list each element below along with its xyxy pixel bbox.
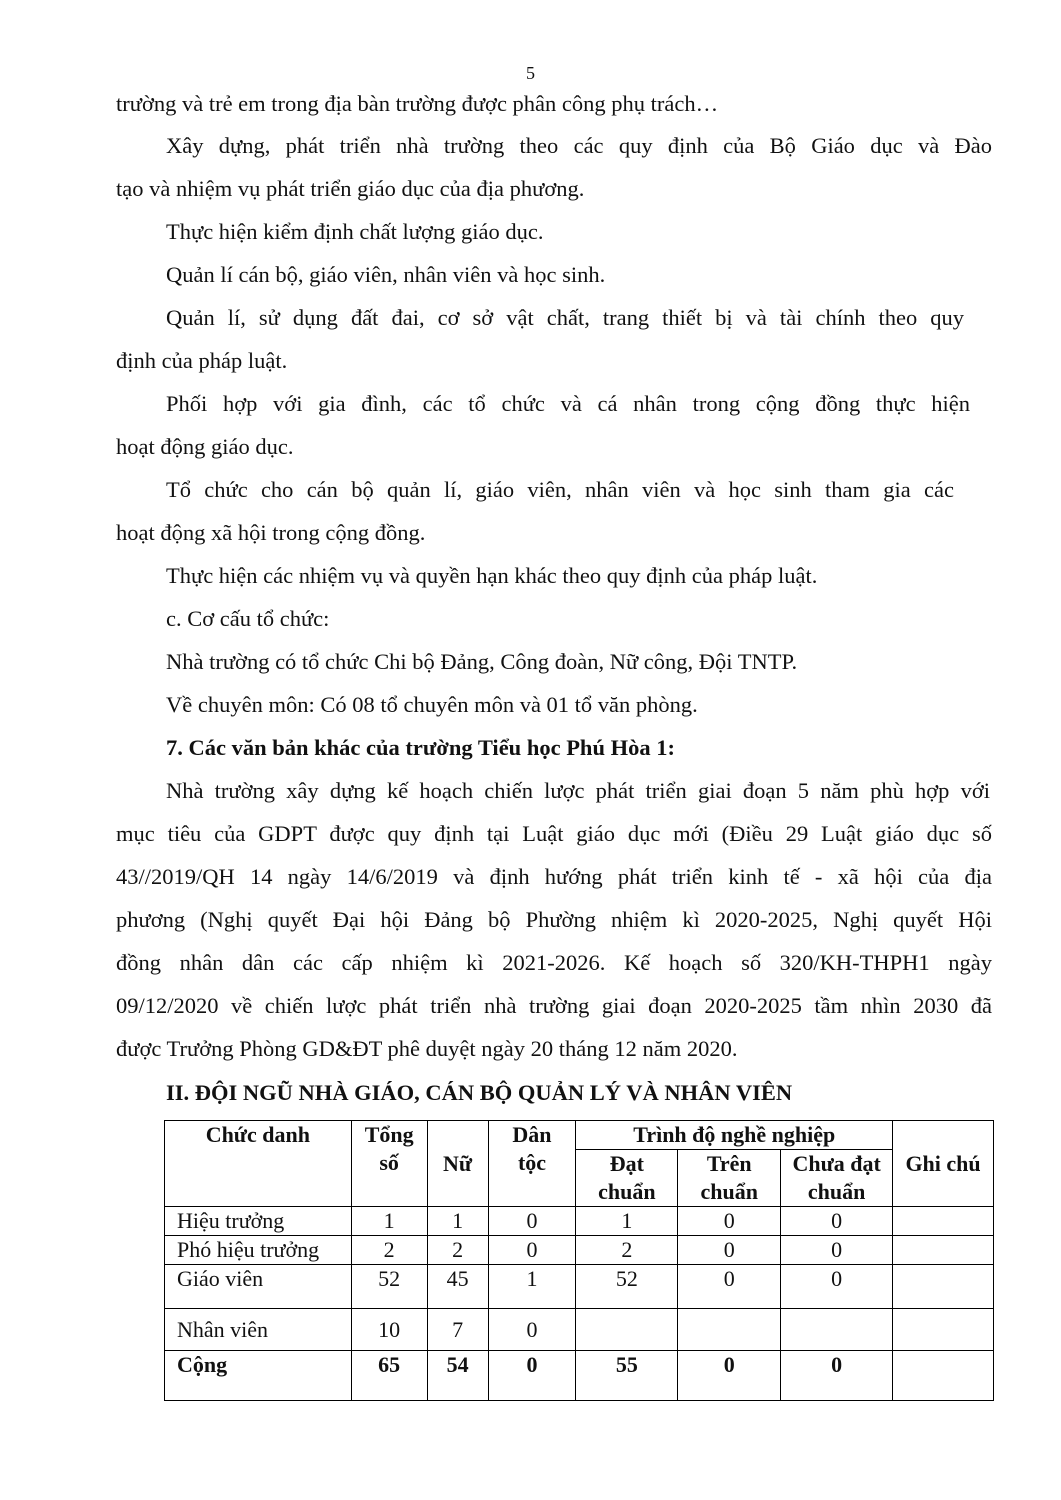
paragraph-line: đồng nhân dân các cấp nhiệm kì 2021-2026. Kế hoạch số 320/KH-THPH1 ngày xyxy=(116,950,992,975)
header-chua-2: chuẩn xyxy=(807,1179,866,1204)
section-heading: II. ĐỘI NGŨ NHÀ GIÁO, CÁN BỘ QUẢN LÝ VÀ NHÂN VIÊN xyxy=(166,1080,793,1105)
header-tong-so xyxy=(351,1121,427,1207)
cell xyxy=(893,1309,994,1351)
header-chua-dat-chuan xyxy=(781,1150,893,1207)
cell xyxy=(893,1265,994,1309)
header-trinh-do: Trình độ nghề nghiệp xyxy=(576,1121,893,1150)
cell: 2 xyxy=(576,1236,678,1265)
paragraph-line: Về chuyên môn: Có 08 tổ chuyên môn và 01 tổ văn phòng. xyxy=(166,692,698,717)
cell xyxy=(576,1309,678,1351)
header-nu: Nữ xyxy=(427,1121,488,1207)
header-chua: Chưa đạt xyxy=(792,1151,881,1176)
paragraph-line: Nhà trường có tổ chức Chi bộ Đảng, Công đoàn, Nữ công, Đội TNTP. xyxy=(166,649,798,674)
paragraph-line: Thực hiện kiểm định chất lượng giáo dục. xyxy=(166,219,544,244)
header-dat-chuan xyxy=(576,1150,678,1207)
cell-title: Nhân viên xyxy=(165,1309,352,1351)
paragraph-line: định của pháp luật. xyxy=(116,348,288,373)
paragraph-line: hoạt động xã hội trong cộng đồng. xyxy=(116,520,426,545)
paragraph-line: c. Cơ cấu tổ chức: xyxy=(166,606,330,631)
section-heading: 7. Các văn bản khác của trường Tiểu học Phú Hòa 1: xyxy=(166,735,675,760)
paragraph-line: mục tiêu của GDPT được quy định tại Luật giáo dục mới (Điều 29 Luật giáo dục số xyxy=(116,821,992,846)
cell: 0 xyxy=(781,1265,893,1309)
cell: 1 xyxy=(576,1207,678,1236)
paragraph-line: tạo và nhiệm vụ phát triển giáo dục của địa phương. xyxy=(116,176,585,201)
header-toc: tộc xyxy=(517,1150,547,1175)
cell: 65 xyxy=(351,1351,427,1401)
paragraph-line: hoạt động giáo dục. xyxy=(116,434,294,459)
cell: 54 xyxy=(427,1351,488,1401)
cell xyxy=(893,1236,994,1265)
cell: 2 xyxy=(351,1236,427,1265)
staff-table xyxy=(164,1120,994,1401)
cell: 1 xyxy=(351,1207,427,1236)
paragraph-line: Quản lí cán bộ, giáo viên, nhân viên và học sinh. xyxy=(166,262,606,287)
cell: 0 xyxy=(781,1207,893,1236)
cell: 55 xyxy=(576,1351,678,1401)
header-so: số xyxy=(379,1150,399,1175)
cell: 52 xyxy=(351,1265,427,1309)
cell xyxy=(893,1351,994,1401)
header-tren-chuan xyxy=(678,1150,781,1207)
paragraph-line: Nhà trường xây dựng kế hoạch chiến lược phát triển giai đoạn 5 năm phù hợp với xyxy=(166,778,990,803)
cell xyxy=(678,1309,781,1351)
header-tren: Trên xyxy=(706,1151,752,1176)
header-tren-2: chuẩn xyxy=(700,1179,759,1204)
cell: 0 xyxy=(488,1351,576,1401)
header-tong: Tổng xyxy=(364,1122,414,1147)
paragraph-line: Tổ chức cho cán bộ quản lí, giáo viên, nhân viên và học sinh tham gia các xyxy=(166,477,954,502)
cell: 45 xyxy=(427,1265,488,1309)
paragraph-line: Xây dựng, phát triển nhà trường theo các quy định của Bộ Giáo dục và Đào xyxy=(166,133,992,158)
cell-title: Hiệu trưởng xyxy=(165,1207,352,1236)
paragraph-line: trường và trẻ em trong địa bàn trường được phân công phụ trách… xyxy=(116,91,719,116)
cell xyxy=(781,1309,893,1351)
header-dan-toc xyxy=(488,1121,576,1207)
paragraph-line: 09/12/2020 về chiến lược phát triển nhà trường giai đoạn 2020-2025 tầm nhìn 2030 đã xyxy=(116,993,992,1018)
table-row xyxy=(165,1309,994,1351)
header-dan: Dân xyxy=(512,1122,552,1147)
cell xyxy=(893,1207,994,1236)
paragraph-line: Quản lí, sử dụng đất đai, cơ sở vật chất, trang thiết bị và tài chính theo quy xyxy=(166,305,964,330)
header-chuc-danh: Chức danh xyxy=(165,1121,352,1207)
cell-title: Giáo viên xyxy=(165,1265,352,1309)
paragraph-line: 43//2019/QH 14 ngày 14/6/2019 và định hướng phát triển kinh tế - xã hội của địa xyxy=(116,864,992,889)
cell: 0 xyxy=(678,1207,781,1236)
table-row-total xyxy=(165,1351,994,1401)
header-ghi-chu: Ghi chú xyxy=(893,1121,994,1207)
cell: 1 xyxy=(427,1207,488,1236)
page-number: 5 xyxy=(526,63,535,83)
paragraph-line: được Trưởng Phòng GD&ĐT phê duyệt ngày 20 tháng 12 năm 2020. xyxy=(116,1036,738,1061)
paragraph-line: phương (Nghị quyết Đại hội Đảng bộ Phường nhiệm kì 2020-2025, Nghị quyết Hội xyxy=(116,907,992,932)
cell: 0 xyxy=(781,1351,893,1401)
cell-title: Cộng xyxy=(165,1351,352,1401)
header-dat-2: chuẩn xyxy=(598,1179,656,1204)
header-dat: Đạt xyxy=(609,1151,644,1176)
paragraph-line: Phối hợp với gia đình, các tổ chức và cá nhân trong cộng đồng thực hiện xyxy=(166,391,970,416)
table-row xyxy=(165,1207,994,1236)
table-row xyxy=(165,1265,994,1309)
cell: 0 xyxy=(678,1265,781,1309)
cell: 0 xyxy=(488,1309,576,1351)
cell: 10 xyxy=(351,1309,427,1351)
paragraph-line: Thực hiện các nhiệm vụ và quyền hạn khác theo quy định của pháp luật. xyxy=(166,563,818,588)
cell-title: Phó hiệu trưởng xyxy=(165,1236,352,1265)
cell: 52 xyxy=(576,1265,678,1309)
cell: 2 xyxy=(427,1236,488,1265)
cell: 0 xyxy=(488,1236,576,1265)
cell: 0 xyxy=(781,1236,893,1265)
cell: 0 xyxy=(488,1207,576,1236)
table-row xyxy=(165,1236,994,1265)
cell: 0 xyxy=(678,1236,781,1265)
cell: 7 xyxy=(427,1309,488,1351)
cell: 0 xyxy=(678,1351,781,1401)
cell: 1 xyxy=(488,1265,576,1309)
